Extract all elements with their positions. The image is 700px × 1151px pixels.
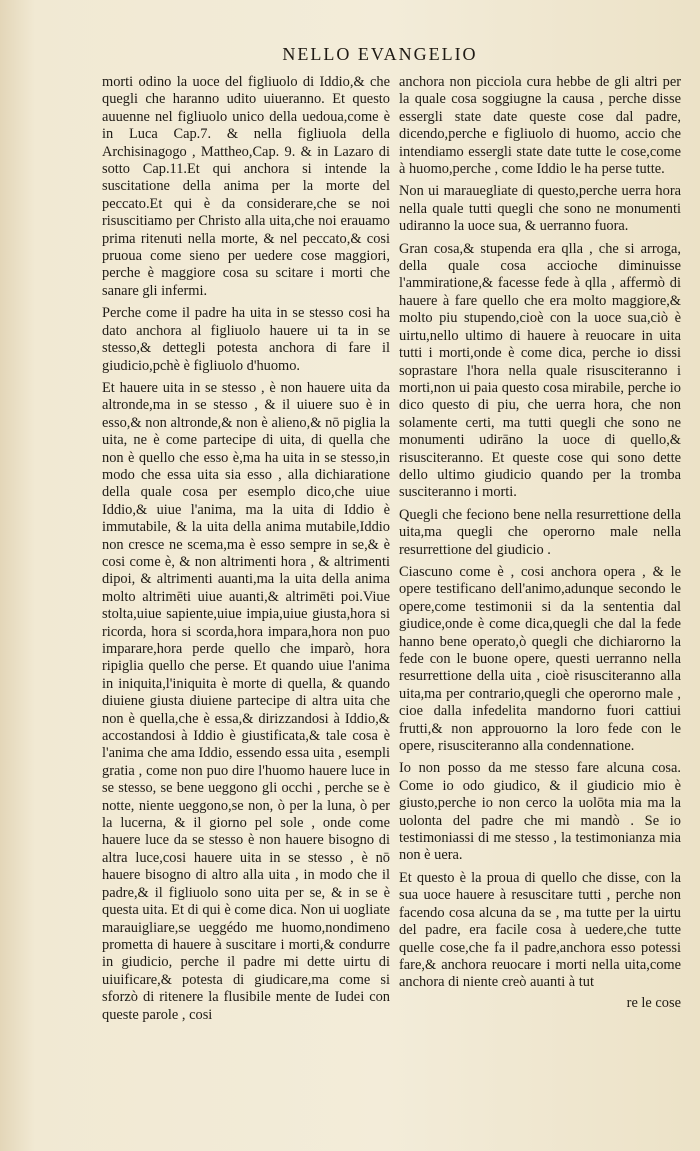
left-paragraph: Et hauere uita in se stesso , è non hauere uita da altronde,ma in se stesso , & il uiuere suo è in esso,& non altronde,& non è alieno,& nō piglia la uita, ne è come partecipe di uita, di quella che non è quello che esso è,ma ha uita in se stesso,in modo che essa uita sia esso , alla dichiaratione della quale cosa per esemplo dico,che uiue Iddio,& uiue l'anima, ma la uita di Iddio è immutabile, & la uita della anima mutabile,Iddio non cresce ne scema,ma è esso sempre in se,& è cosi come è, & non altrimenti hora , & altrimenti dipoi, & altrimenti auanti,ma la uita della anima molto altrimēti uiue auanti,& altrimēti poi.Viue stolta,uiue sapiente,uiue impia,uiue giusta,hora si ricorda, hora si scorda,hora impara,hora non puo imparare,hora perde quello che imparò, hora ripiglia quello che perse. Et quando uiue l'anima in iniquita,l'iniquita è morte di quella, & quando diuiene giusta diuiene partecipe di altra uita che non è quella,che è essa,& dirizzandosi à Iddio,& accostandosi à Iddio è giustificata,& tale cosa è l'anima che ama Iddio, essendo essa uita , esempli gratia , come non puo dire l'huomo hauere luce in se stesso, se bene ueggono gli occhi , perche se è notte, niente ueggono,se non, ò per la luna, ò per la lucerna, & il giorno pel sole , onde come hauere luce da se stesso è non hauere bisogno di altra luce,cosi hauere uita in se stesso , è nō hauere bisogno di altro alla uita , in modo che il padre,& il figliuolo sono uita per se, & in se è questa uita. Et di qui è come dica. Non ui uogliate marauigliare,se ueggédo me huomo,nondimeno prometta di hauere à suscitare i morti,& condurre in giudicio, perche il padre mi dette uirtu di uiuificare,& potesta di giudicare,ma come si sforzò di ritenere la flusibile mente de Iudei con queste parole , cosi	[102, 379, 390, 1023]
catchword: re le cose	[626, 994, 681, 1011]
left-paragraph: morti odino la uoce del figliuolo di Iddio,& che quegli che haranno udito uiueranno. Et questo auuenne nel figliuolo unico della uedoua,come è in Luca Cap.7. & nella figliuola della Archisinagogo , Mattheo,Cap. 9. & in Lazaro di sotto Cap.11.Et qui anchora si intende la suscitatione della anima per la morte del peccato.Et qui è da considerare,che se noi risuscitiamo per Christo alla uita,che noi erauamo prima ritenuti nella morte, & nel peccato,& cosi pruoua come sieno per uedere cose maggiori, perche è maggiore cosa su scitare i morti che sanare gli infermi.	[102, 74, 390, 299]
running-title: NELLO EVANGELIO	[282, 44, 478, 64]
right-paragraph: Gran cosa,& stupenda era qlla , che si arroga, della quale cosa accioche diminuisse l'ammiratione,& facesse fede à qlla , affermò di hauere à fare quello che era molto maggiore,& molto piu stupendo,cioè con la uoce sua,ciò è uirtu,nello ultimo di hauere à reuocare in uita tutti i morti,onde è come dica, perche io dissi soprastare l'hora nella quale risusciteranno i morti,non ui paia questo cosa mirabile, perche io dico questo di piu, che uerra hora, che non solamente certi, ma tutti quegli che sono ne monumenti udirāno la uoce di quello,& risusciteranno. Et queste cose qui sono dette dello ultimo giudicio quando per la tromba susciteranno i morti.	[399, 240, 681, 501]
right-paragraph: Et questo è la proua di quello che disse, con la sua uoce hauere à resuscitare tutti , perche non facendo cosa alcuna da se , ma tutte per la uirtu del padre, era facile cosa à uedere,che tutte quelle cose,che fa il padre,anchora esso potessi fare,& anchora reuocare i morti nella uita,come anchora di niente creò auanti à tut	[399, 869, 681, 991]
right-column	[399, 74, 681, 1012]
right-paragraph: anchora non picciola cura hebbe de gli altri per la quale cosa soggiugne la causa , perche disse essergli state date queste cose dal padre, dicendo,perche e figliuolo di huomo, accio che intendiamo essergli state date tutte le cose,come à huomo,perche , come Iddio le ha perse tutte.	[399, 74, 681, 178]
right-paragraph: Non ui marauegliate di questo,perche uerra hora nella quale tutti quegli che sono ne monumenti udiranno la uoce sua, & uerranno fuora.	[399, 183, 681, 235]
left-paragraph: Perche come il padre ha uita in se stesso cosi ha dato anchora al figliuolo hauere ui ta in se stesso,& dettegli potesta anchora di fare il giudicio,pchè è figliuolo d'huomo.	[102, 305, 390, 374]
right-paragraph: Ciascuno come è , cosi anchora opera , & le opere testificano dell'animo,adunque secondo le opere,come testimonii si da la sententia dal giudice,onde è come dica,quegli che dal la fede hanno bene operato,ò quegli che dichiarorno la fede con le buone opere, questi uerranno nella resurrettione della uita , cioè risusciteranno alla uita,ma per contrario,quegli che operorno male , cioe dalla infedelita mandorno fuori cattiui frutti,& non approuorno la loro fede con le opere, risusciteranno alla condennatione.	[399, 563, 681, 755]
left-column	[102, 74, 390, 1029]
right-paragraph: Io non posso da me stesso fare alcuna cosa. Come io odo giudico, & il giudicio mio è giusto,perche io non cerco la uolōta mia ma la uolonta del padre che mi mandò . Se io testimoniassi di me stesso , la testimonianza mia non è uera.	[399, 760, 681, 864]
right-paragraph: Quegli che feciono bene nella resurrettione della uita,ma quegli che operorno male nella resurrettione del giudicio .	[399, 506, 681, 558]
